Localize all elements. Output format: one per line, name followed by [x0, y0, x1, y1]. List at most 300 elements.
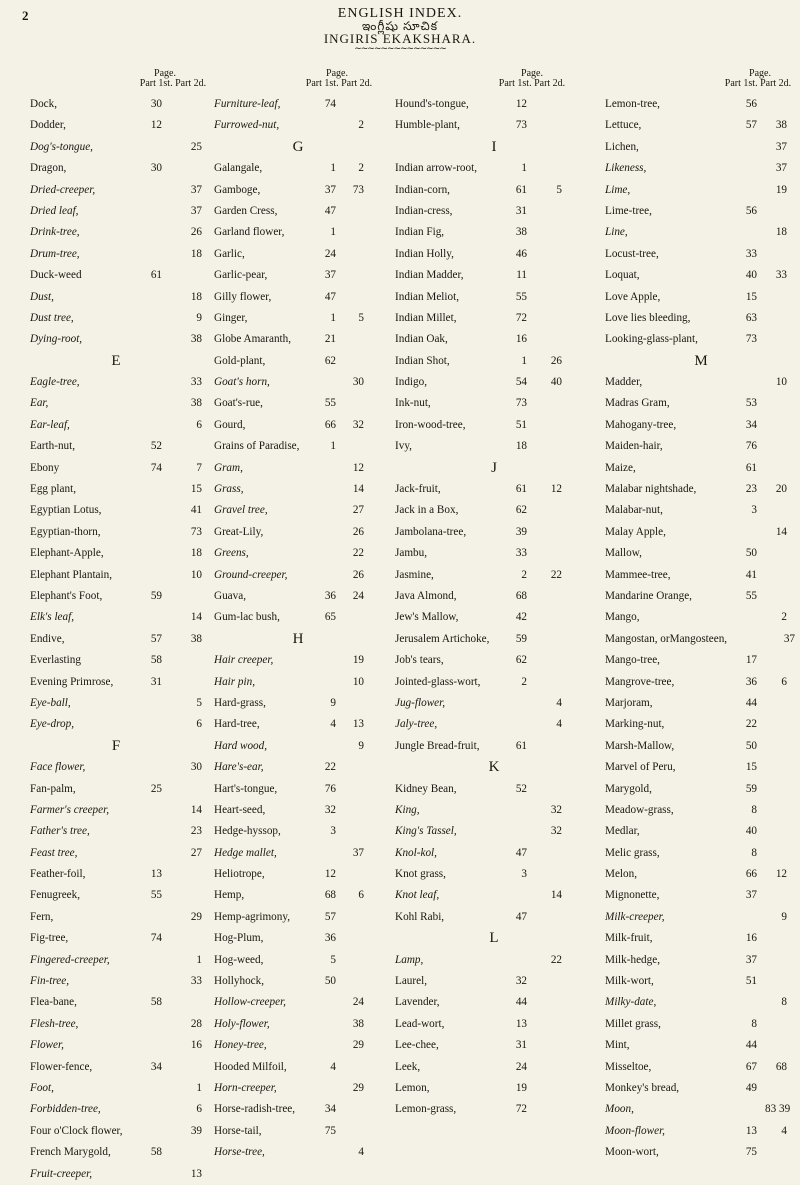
index-entry	[395, 500, 593, 521]
entry-page-part1: 1	[330, 311, 336, 324]
entry-page-part2: 13	[190, 1167, 202, 1180]
entry-term: Heart-seed,	[214, 803, 266, 816]
entry-term: Lemon-tree,	[605, 98, 660, 110]
entry-term: Iron-wood-tree,	[395, 418, 466, 431]
entry-page-part2: 29	[190, 910, 202, 923]
entry-term: Holy-flower,	[214, 1017, 270, 1030]
entry-term: Garland flower,	[214, 226, 285, 239]
index-entry	[214, 543, 382, 564]
index-entry	[605, 565, 797, 586]
entry-term: Hooded Milfoil,	[214, 1060, 287, 1073]
entry-term: Gold-plant,	[214, 354, 266, 367]
entry-term: Furrowed-nut,	[214, 119, 280, 132]
entry-term: Hound's-tongue,	[395, 98, 469, 110]
entry-page-part2: 29	[352, 1039, 364, 1052]
entry-page-part2: 19	[775, 183, 787, 196]
entry-term: Indian-cress,	[395, 204, 453, 217]
index-entry	[214, 1142, 382, 1163]
entry-page-part1: 39	[515, 525, 527, 538]
entry-page-part2: 23	[190, 825, 202, 838]
index-entry	[605, 650, 797, 671]
index-entry	[30, 672, 202, 693]
index-entry	[214, 458, 382, 479]
entry-page-part1: 67	[745, 1060, 757, 1073]
entry-term: Marvel of Peru,	[605, 761, 676, 774]
entry-page-part1: 34	[150, 1060, 162, 1073]
entry-term: Heliotrope,	[214, 868, 265, 881]
index-entry	[395, 287, 593, 308]
entry-page-part1: 34	[745, 418, 757, 431]
index-entry	[395, 864, 593, 885]
entry-page-part1: 55	[745, 589, 757, 602]
entry-page-part1: 57	[324, 910, 336, 923]
entry-term: Job's tears,	[395, 654, 444, 667]
entry-term: Egyptian Lotus,	[30, 504, 102, 517]
section-letter: H	[292, 630, 304, 647]
entry-page-part1: 32	[324, 803, 336, 816]
entry-page-part1: 44	[745, 1039, 757, 1052]
entry-page-part1: 72	[515, 311, 527, 324]
entry-page-part2: 8	[781, 996, 787, 1009]
index-entry	[605, 843, 797, 864]
index-entry	[395, 1078, 593, 1099]
entry-page-part2: 18	[190, 247, 202, 260]
index-entry	[214, 586, 382, 607]
entry-page-part1: 30	[150, 162, 162, 175]
entry-page-part1: 18	[515, 440, 527, 453]
index-entry	[30, 1014, 202, 1035]
entry-page-part1: 4	[330, 1060, 336, 1073]
entry-term: Marygold,	[605, 782, 652, 795]
entry-page-part2: 7	[196, 461, 202, 474]
entry-term: Feast tree,	[30, 846, 78, 859]
entry-page-part2: 24	[352, 996, 364, 1009]
entry-term: Garlic-pear,	[214, 269, 268, 282]
index-entry	[30, 714, 202, 735]
entry-term: Hollyhock,	[214, 975, 265, 988]
entry-page-part2: 1	[196, 1081, 202, 1094]
index-entry	[214, 94, 382, 115]
index-entry	[214, 736, 382, 757]
entry-page-part1: 66	[745, 868, 757, 881]
entry-term: Greens,	[214, 547, 249, 560]
index-entry	[30, 971, 202, 992]
entry-term: Millet grass,	[605, 1017, 661, 1030]
index-entry	[395, 607, 593, 628]
index-entry	[30, 586, 202, 607]
index-entry	[214, 1099, 382, 1120]
index-entry	[214, 693, 382, 714]
entry-term: Endive,	[30, 632, 65, 645]
entry-page-part2: 37	[775, 140, 787, 153]
index-entry	[395, 351, 593, 372]
entry-page-part1: 53	[745, 397, 757, 410]
index-entry	[30, 1099, 202, 1120]
index-entry	[395, 736, 593, 757]
entry-term: Lee-chee,	[395, 1039, 439, 1052]
index-entry	[395, 329, 593, 350]
index-entry	[30, 1035, 202, 1056]
entry-term: Meadow-grass,	[605, 803, 674, 816]
entry-page-part1: 76	[745, 440, 757, 453]
entry-term: Gamboge,	[214, 183, 261, 196]
entry-page-part1: 62	[324, 354, 336, 367]
index-entry	[30, 821, 202, 842]
entry-term: Mignonette,	[605, 889, 660, 902]
index-entry	[214, 757, 382, 778]
entry-term: Drink-tree,	[30, 226, 80, 239]
entry-page-part2: 26	[190, 226, 202, 239]
entry-term: King,	[395, 803, 420, 816]
entry-term: Knot grass,	[395, 868, 446, 881]
entry-page-part2: 37	[775, 162, 787, 175]
entry-page-part2: 37	[783, 632, 795, 645]
entry-page-part2: 2	[781, 611, 787, 624]
entry-page-part1: 68	[324, 889, 336, 902]
index-entry	[214, 1078, 382, 1099]
index-entry	[214, 800, 382, 821]
entry-page-part1: 5	[330, 953, 336, 966]
entry-page-part1: 37	[324, 269, 336, 282]
entry-page-part1: 40	[745, 269, 757, 282]
index-entry	[605, 222, 797, 243]
index-entry	[214, 201, 382, 222]
entry-term: Malabar nightshade,	[605, 483, 697, 496]
entry-page-part1: 19	[515, 1081, 527, 1094]
index-entry	[30, 308, 202, 329]
entry-term: Milk-creeper,	[605, 910, 665, 923]
entry-term: Horn-creeper,	[214, 1081, 277, 1094]
entry-term: Hart's-tongue,	[214, 782, 278, 795]
entry-term: Maize,	[605, 461, 636, 474]
entry-term: Monkey's bread,	[605, 1081, 680, 1094]
header-page: Page.	[326, 68, 348, 79]
index-entry	[30, 928, 202, 949]
entry-term: Four o'Clock flower,	[30, 1124, 123, 1137]
index-column-2	[214, 68, 382, 1164]
entry-page-part1: 68	[515, 589, 527, 602]
index-entry	[395, 565, 593, 586]
entry-page-part2: 12	[352, 461, 364, 474]
index-entry	[605, 586, 797, 607]
entry-term: Great-Lily,	[214, 525, 264, 538]
index-entry	[605, 950, 797, 971]
entry-term: Gram,	[214, 461, 243, 474]
entry-term: Mahogany-tree,	[605, 418, 677, 431]
entry-page-part2: 2	[358, 119, 364, 132]
header-part: Part 1st. Part 2d.	[305, 78, 373, 89]
index-entry	[395, 372, 593, 393]
entry-term: Lavender,	[395, 996, 440, 1009]
entry-term: Loquat,	[605, 269, 640, 282]
entry-term: Indian Madder,	[395, 269, 464, 282]
entry-page-part2: 9	[358, 739, 364, 752]
entry-term: Gravel tree,	[214, 504, 268, 517]
index-entry	[30, 458, 202, 479]
entry-term: Mango,	[605, 611, 640, 624]
index-entry	[395, 180, 593, 201]
index-entry	[605, 1014, 797, 1035]
index-entry	[605, 629, 797, 650]
entry-page-part2: 22	[550, 568, 562, 581]
index-entry	[30, 372, 202, 393]
index-entry	[30, 843, 202, 864]
entry-page-part1: 31	[515, 204, 527, 217]
entry-page-part2: 19	[352, 654, 364, 667]
entry-term: Ebony	[30, 461, 60, 474]
entry-term: Egg plant,	[30, 483, 76, 496]
entry-term: Jasmine,	[395, 568, 434, 581]
index-entry	[30, 201, 202, 222]
entry-term: Lamp,	[395, 953, 424, 966]
index-entry	[605, 1057, 797, 1078]
entry-term: Grass,	[214, 483, 244, 496]
index-entry	[214, 522, 382, 543]
entry-term: Grains of Paradise,	[214, 440, 300, 453]
entry-page-part2: 15	[190, 483, 202, 496]
entry-page-part2: 83 39	[765, 1103, 791, 1116]
entry-page-part1: 58	[150, 996, 162, 1009]
entry-page-part2: 20	[775, 483, 787, 496]
entry-term: Mandarine Orange,	[605, 589, 692, 602]
entry-term: Love Apple,	[605, 290, 661, 303]
entry-page-part2: 26	[352, 525, 364, 538]
entry-term: Ink-nut,	[395, 397, 431, 410]
index-entry	[395, 693, 593, 714]
header-part: Part 1st. Part 2d.	[724, 78, 792, 89]
entry-term: Jointed-glass-wort,	[395, 675, 481, 688]
entry-page-part1: 59	[150, 589, 162, 602]
entry-page-part2: 25	[190, 140, 202, 153]
entry-term: Elephant-Apple,	[30, 547, 104, 560]
index-entry	[605, 479, 797, 500]
column-header	[395, 68, 593, 94]
entry-page-part1: 76	[324, 782, 336, 795]
entry-page-part2: 38	[190, 397, 202, 410]
index-entry	[214, 1035, 382, 1056]
entry-page-part2: 18	[775, 226, 787, 239]
entry-page-part2: 10	[352, 675, 364, 688]
entry-page-part1: 42	[515, 611, 527, 624]
index-entry	[395, 222, 593, 243]
entry-term: Milk-fruit,	[605, 932, 653, 945]
index-entry	[30, 1142, 202, 1163]
entry-page-part1: 30	[150, 98, 162, 110]
index-entry	[395, 843, 593, 864]
entry-page-part1: 47	[515, 846, 527, 859]
section-letter: J	[491, 459, 497, 476]
index-entry	[395, 479, 593, 500]
entry-page-part2: 5	[556, 183, 562, 196]
index-entry	[605, 287, 797, 308]
index-entry	[605, 693, 797, 714]
entry-page-part1: 33	[745, 247, 757, 260]
index-entry	[30, 158, 202, 179]
section-letter: L	[489, 930, 499, 947]
entry-term: Hard-grass,	[214, 696, 266, 709]
index-entry	[605, 736, 797, 757]
entry-term: Hard wood,	[214, 739, 268, 752]
entry-page-part1: 50	[745, 547, 757, 560]
entry-page-part2: 26	[550, 354, 562, 367]
entry-term: Goat's horn,	[214, 376, 270, 389]
entry-term: Gilly flower,	[214, 290, 272, 303]
entry-page-part1: 21	[324, 333, 336, 346]
entry-page-part1: 17	[745, 654, 757, 667]
index-entry	[30, 222, 202, 243]
entry-page-part2: 9	[781, 910, 787, 923]
entry-term: Milk-wort,	[605, 975, 654, 988]
entry-term: Marsh-Mallow,	[605, 739, 675, 752]
entry-term: Hedge-hyssop,	[214, 825, 281, 838]
entry-term: Gum-lac bush,	[214, 611, 280, 624]
entry-page-part1: 38	[515, 226, 527, 239]
entry-page-part1: 1	[330, 226, 336, 239]
entry-term: Marjoram,	[605, 696, 653, 709]
entry-term: Indian Meliot,	[395, 290, 460, 303]
entry-page-part2: 1	[196, 953, 202, 966]
entry-page-part1: 8	[751, 846, 757, 859]
entry-page-part2: 39	[190, 1124, 202, 1137]
index-entry	[605, 1121, 797, 1142]
entry-page-part2: 30	[190, 761, 202, 774]
section-letter: M	[694, 352, 708, 369]
entry-term: Fern,	[30, 910, 54, 923]
index-entry	[30, 757, 202, 778]
entry-page-part1: 41	[745, 568, 757, 581]
entry-term: Jerusalem Artichoke,	[395, 632, 490, 645]
entry-page-part1: 58	[150, 1146, 162, 1159]
entry-term: Melon,	[605, 868, 638, 881]
entry-page-part1: 37	[745, 889, 757, 902]
entry-term: Elk's leaf,	[30, 611, 75, 624]
entry-term: Garden Cress,	[214, 204, 278, 217]
entry-term: Goat's-rue,	[214, 397, 263, 410]
index-entry	[605, 992, 797, 1013]
entry-term: Humble-plant,	[395, 119, 460, 132]
index-entry	[605, 94, 797, 115]
index-entry	[214, 329, 382, 350]
index-entry	[30, 137, 202, 158]
entry-page-part1: 25	[150, 782, 162, 795]
index-entry	[605, 180, 797, 201]
entry-page-part2: 4	[556, 718, 562, 731]
entry-page-part1: 1	[521, 354, 527, 367]
entry-term: Madder,	[605, 376, 643, 389]
entry-term: Mint,	[605, 1039, 630, 1052]
entry-page-part1: 11	[516, 269, 527, 282]
entry-term: Kidney Bean,	[395, 782, 457, 795]
entry-page-part1: 44	[515, 996, 527, 1009]
index-entry	[395, 672, 593, 693]
index-entry	[395, 650, 593, 671]
entry-page-part1: 57	[150, 632, 162, 645]
index-entry	[395, 779, 593, 800]
index-entry	[30, 864, 202, 885]
entry-page-part2: 41	[190, 504, 202, 517]
entry-term: Medlar,	[605, 825, 640, 838]
entry-term: Indian Shot,	[395, 354, 450, 367]
entry-page-part1: 15	[745, 761, 757, 774]
index-entry	[395, 522, 593, 543]
entry-term: Misseltoe,	[605, 1060, 652, 1073]
entry-page-part2: 14	[352, 483, 364, 496]
index-entry	[395, 950, 593, 971]
entry-page-part1: 34	[324, 1103, 336, 1116]
section-letter: K	[488, 759, 500, 776]
entry-term: Dock,	[30, 98, 58, 110]
entry-term: Locust-tree,	[605, 247, 659, 260]
entry-term: Indian Millet,	[395, 311, 457, 324]
index-entry	[30, 607, 202, 628]
entry-page-part2: 18	[190, 547, 202, 560]
entry-page-part1: 1	[521, 162, 527, 175]
entry-term: Elephant's Foot,	[30, 589, 103, 602]
entry-page-part1: 62	[515, 504, 527, 517]
index-entry	[214, 436, 382, 457]
index-entry	[30, 393, 202, 414]
entry-page-part1: 3	[330, 825, 336, 838]
index-entry	[214, 393, 382, 414]
index-entry	[395, 265, 593, 286]
index-entry	[605, 779, 797, 800]
entry-page-part2: 27	[352, 504, 364, 517]
entry-term: Hemp-agrimony,	[214, 910, 291, 923]
entry-term: Face flower,	[30, 761, 86, 774]
entry-page-part1: 73	[515, 397, 527, 410]
entry-term: Duck-weed	[30, 269, 82, 282]
index-entry	[605, 885, 797, 906]
entry-page-part2: 40	[550, 376, 562, 389]
entry-term: Indian Fig,	[395, 226, 445, 239]
section-letter: E	[111, 352, 121, 369]
entry-term: Flea-bane,	[30, 996, 77, 1009]
index-entry	[395, 308, 593, 329]
index-entry	[605, 543, 797, 564]
entry-term: Dust,	[30, 290, 54, 303]
entry-page-part2: 33	[775, 269, 787, 282]
entry-page-part2: 4	[358, 1146, 364, 1159]
entry-page-part2: 37	[190, 183, 202, 196]
entry-page-part1: 23	[745, 483, 757, 496]
index-entry	[395, 436, 593, 457]
entry-term: Jack-fruit,	[395, 483, 441, 496]
index-entry	[395, 393, 593, 414]
entry-term: Line,	[605, 226, 628, 239]
entry-page-part1: 74	[324, 98, 336, 110]
entry-page-part1: 24	[515, 1060, 527, 1073]
index-entry	[605, 714, 797, 735]
entry-term: Eye-ball,	[30, 696, 71, 709]
entry-page-part1: 47	[324, 290, 336, 303]
index-entry	[214, 1057, 382, 1078]
entry-page-part2: 13	[352, 718, 364, 731]
index-entry	[605, 1142, 797, 1163]
entry-term: Milk-hedge,	[605, 953, 660, 966]
index-entry	[214, 650, 382, 671]
ornament-divider: ~~~~~~~~~~~~~~	[354, 44, 446, 54]
entry-term: Galangale,	[214, 162, 263, 175]
entry-page-part2: 12	[550, 483, 562, 496]
index-entry	[395, 158, 593, 179]
entry-term: Hare's-ear,	[214, 761, 264, 774]
entry-term: Flower,	[30, 1039, 64, 1052]
entry-page-part2: 6	[196, 718, 202, 731]
entry-page-part1: 13	[515, 1017, 527, 1030]
index-entry	[214, 222, 382, 243]
index-entry	[30, 329, 202, 350]
index-entry	[214, 479, 382, 500]
